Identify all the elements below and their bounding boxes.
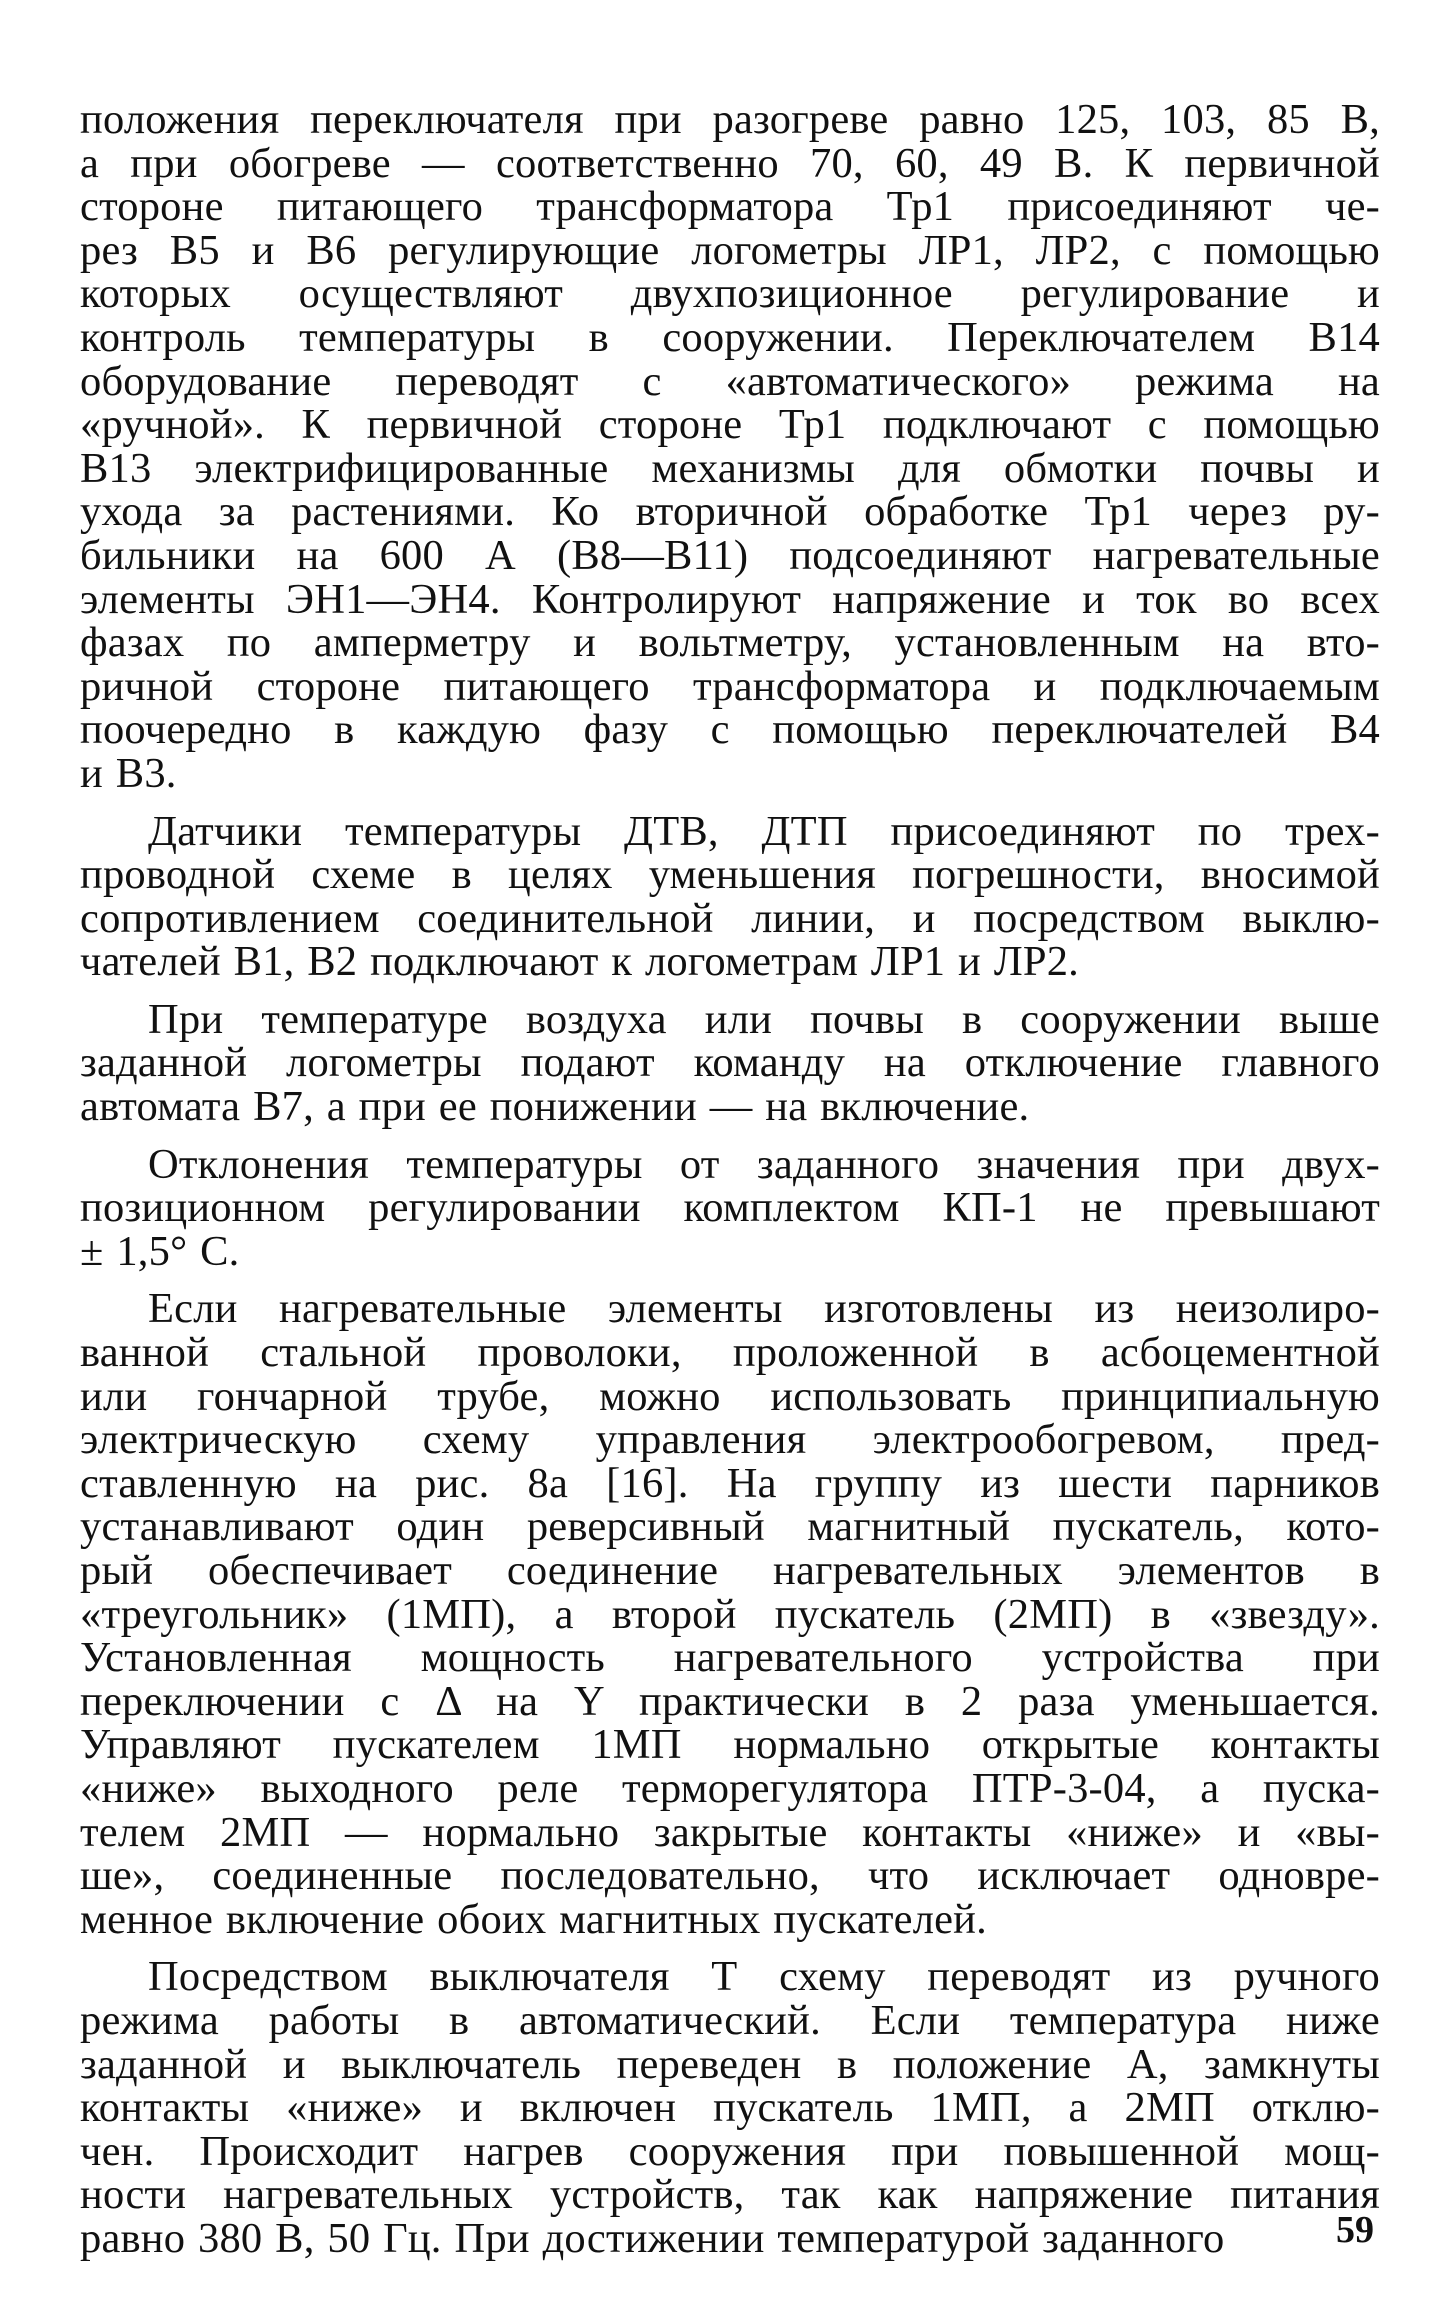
paragraph — [80, 1955, 1380, 2260]
text-line: бильники на 600 А (В8—В11) подсоединяют нагревательные — [80, 531, 1380, 579]
text-line: ше», соединенные последовательно, что исключает одновре- — [80, 1852, 1380, 1900]
text-line: «треугольник» (1МП), а второй пускатель (2МП) в «звезду». — [80, 1590, 1380, 1638]
text-line: Управляют пускателем 1МП нормально открытые контакты — [80, 1721, 1380, 1769]
text-line: ванной стальной проволоки, проложенной в асбоцементной — [80, 1329, 1380, 1377]
text-line: которых осуществляют двухпозиционное регулирование и — [80, 270, 1380, 318]
text-line: стороне питающего трансформатора Тр1 присоединяют че- — [80, 183, 1380, 231]
paragraph — [80, 995, 1380, 1131]
text-line: ности нагревательных устройств, так как напряжение питания — [80, 2171, 1380, 2219]
text-line: фазах по амперметру и вольтметру, установленным на вто- — [80, 619, 1380, 667]
text-line: контакты «ниже» и включен пускатель 1МП, а 2МП отклю- — [80, 2084, 1380, 2132]
text-line: сопротивлением соединительной линии, и посредством выклю- — [80, 894, 1380, 942]
text-line: или гончарной трубе, можно использовать принципиальную — [80, 1372, 1380, 1420]
text-line: Установленная мощность нагревательного устройства при — [80, 1634, 1380, 1682]
text-line: устанавливают один реверсивный магнитный пускатель, кото- — [80, 1503, 1380, 1551]
text-line: равно 380 В, 50 Гц. При достижении температурой заданного — [80, 2214, 1225, 2262]
text-line: Если нагревательные элементы изготовлены из неизолиро- — [148, 1285, 1380, 1333]
text-line: ухода за растениями. Ко вторичной обработке Тр1 через ру- — [80, 488, 1380, 536]
text-line: «ручной». К первичной стороне Тр1 подключают с помощью — [80, 401, 1380, 449]
text-line: заданной логометры подают команду на отключение главного — [80, 1039, 1380, 1087]
text-line: переключении с Δ на Y практически в 2 раза уменьшается. — [80, 1677, 1380, 1725]
text-line: ричной стороне питающего трансформатора и подключаемым — [80, 662, 1380, 710]
text-line: телем 2МП — нормально закрытые контакты «ниже» и «вы- — [80, 1808, 1380, 1856]
text-line: ставленную на рис. 8а [16]. На группу из шести парников — [80, 1459, 1380, 1507]
paragraph — [80, 807, 1380, 986]
text-line: чателей В1, В2 подключают к логометрам ЛР1 и ЛР2. — [80, 938, 1079, 986]
text-line: При температуре воздуха или почвы в сооружении выше — [148, 995, 1380, 1043]
text-line: электрическую схему управления электрообогревом, пред- — [80, 1416, 1380, 1464]
text-line: а при обогреве — соответственно 70, 60, 49 В. К первичной — [80, 139, 1380, 187]
text-line: автомата В7, а при ее понижении — на включение. — [80, 1083, 1030, 1131]
text-line: поочередно в каждую фазу с помощью переключателей В4 — [80, 706, 1380, 754]
page-text — [80, 98, 1380, 2275]
text-line: чен. Происходит нагрев сооружения при повышенной мощ- — [80, 2127, 1380, 2175]
text-line: контроль температуры в сооружении. Переключателем В14 — [80, 313, 1380, 361]
text-line: Посредством выключателя Т схему переводят из ручного — [148, 1953, 1380, 2001]
text-line: и В3. — [80, 749, 177, 797]
paragraph — [80, 1287, 1380, 1941]
text-line: элементы ЭН1—ЭН4. Контролируют напряжение и ток во всех — [80, 575, 1380, 623]
text-line: менное включение обоих магнитных пускателей. — [80, 1895, 987, 1943]
text-line: режима работы в автоматический. Если температура ниже — [80, 1996, 1380, 2044]
text-line: рез В5 и В6 регулирующие логометры ЛР1, ЛР2, с помощью — [80, 226, 1380, 274]
text-line: ± 1,5° С. — [80, 1227, 240, 1275]
text-line: Датчики температуры ДТВ, ДТП присоединяют по трех- — [148, 807, 1380, 855]
text-line: Отклонения температуры от заданного значения при двух- — [148, 1140, 1380, 1188]
text-line: заданной и выключатель переведен в положение А, замкнуты — [80, 2040, 1380, 2088]
text-line: позиционном регулировании комплектом КП-1 не превышают — [80, 1184, 1380, 1232]
paragraph — [80, 1140, 1380, 1275]
text-line: оборудование переводят с «автоматического» режима на — [80, 357, 1380, 405]
text-line: проводной схеме в целях уменьшения погрешности, вносимой — [80, 851, 1380, 899]
text-line: «ниже» выходного реле терморегулятора ПТР-3-04, а пуска- — [80, 1764, 1380, 1812]
page-number: 59 — [1336, 2209, 1374, 2251]
text-line: В13 электрифицированные механизмы для обмотки почвы и — [80, 444, 1380, 492]
text-line: положения переключателя при разогреве равно 125, 103, 85 В, — [80, 96, 1380, 143]
text-line: рый обеспечивает соединение нагревательных элементов в — [80, 1547, 1380, 1594]
paragraph — [80, 98, 1380, 796]
